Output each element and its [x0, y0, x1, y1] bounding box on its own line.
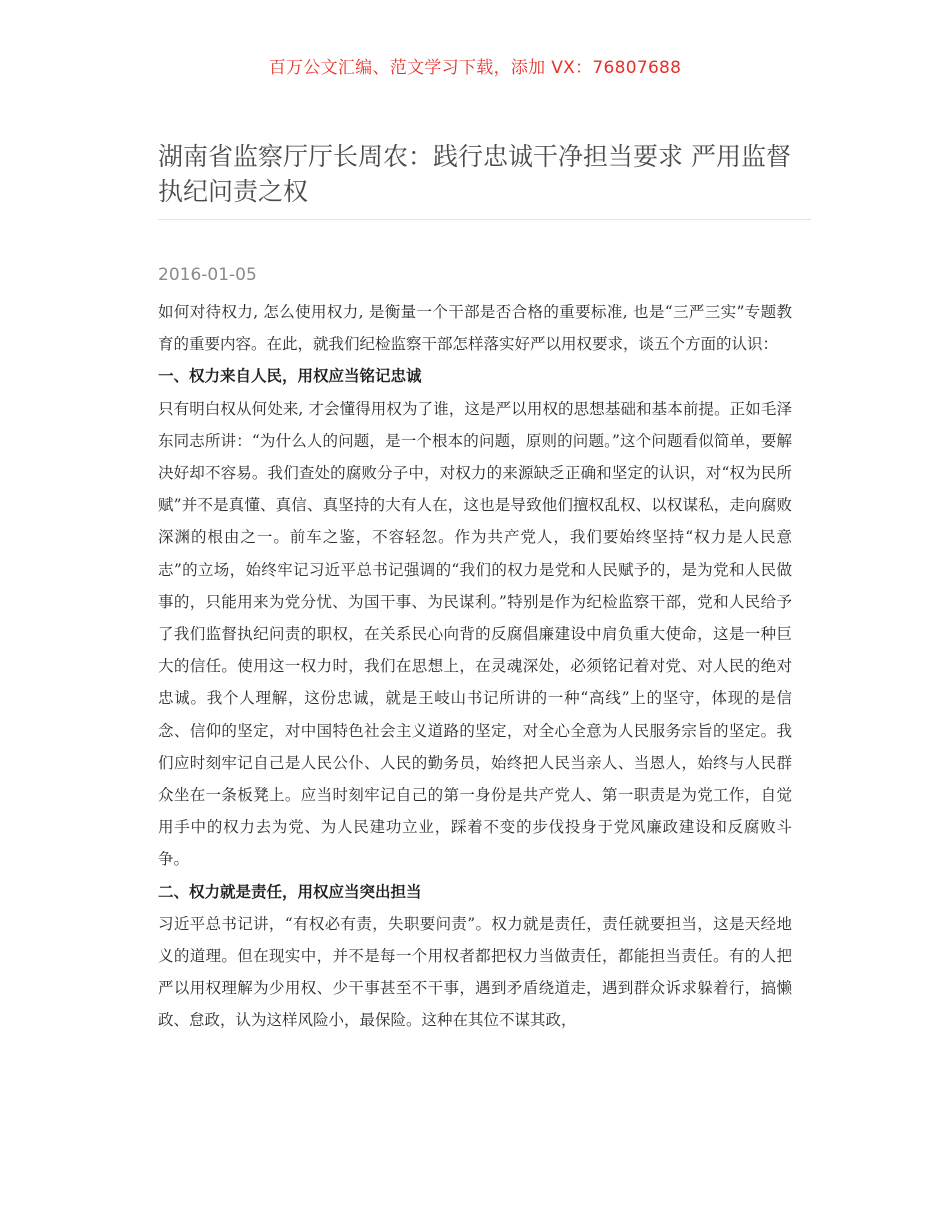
intro-paragraph: 如何对待权力, 怎么使用权力, 是衡量一个干部是否合格的重要标准, 也是“三严三实”专题教育的重要内容。在此，就我们纪检监察干部怎样落实好严以用权要求，谈五个方面的认识：: [158, 303, 792, 354]
section-paragraph-1: 只有明白权从何处来, 才会懂得用权为了谁，这是严以用权的思想基础和基本前提。正如毛泽东同志所讲：“为什么人的问题，是一个根本的问题，原则的问题。”这个问题看似简单，要解决好却不容易。我们查处的腐败分子中，对权力的来源缺乏正确和坚定的认识，对“权为民所赋”并不是真懂、真信、真坚持的大有人在，这也是导致他们擅权乱权、以权谋私，走向腐败深渊的根由之一。前车之鉴，不容轻忽。作为共产党人，我们要始终坚持“权力是人民意志”的立场，始终牢记习近平总书记强调的“我们的权力是党和人民赋予的，是为党和人民做事的，只能用来为党分忧、为国干事、为民谋利。”特别是作为纪检监察干部，党和人民给予了我们监督执纪问责的职权，在关系民心向背的反腐倡廉建设中肩负重大使命，这是一种巨大的信任。使用这一权力时，我们在思想上，在灵魂深处，必须铭记着对党、对人民的绝对忠诚。我个人理解，这份忠诚，就是王岐山书记所讲的一种“高线”上的坚守，体现的是信念、信仰的坚定，对中国特色社会主义道路的坚定，对全心全意为人民服务宗旨的坚定。我们应时刻牢记自己是人民公仆、人民的勤务员，始终把人民当亲人、当恩人，始终与人民群众坐在一条板凳上。应当时刻牢记自己的第一身份是共产党人、第一职责是为党工作，自觉用手中的权力去为党、为人民建功立业，踩着不变的步伐投身于党风廉政建设和反腐败斗争。: [158, 399, 792, 869]
article-title: 湖南省监察厅厅长周农：践行忠诚干净担当要求 严用监督执纪问责之权: [158, 142, 791, 206]
section-heading-1: 一、权力来自人民，用权应当铭记忠诚: [158, 367, 422, 386]
section-paragraph-2: 习近平总书记讲，“有权必有责，失职要问责”。权力就是责任，责任就要担当，这是天经地义的道理。但在现实中，并不是每一个用权者都把权力当做责任，都能担当责任。有的人把严以用权理解为少用权、少干事甚至不干事，遇到矛盾绕道走，遇到群众诉求躲着行，搞懒政、怠政，认为这样风险小，最保险。这种在其位不谋其政，: [158, 914, 792, 1030]
publish-date: 2016-01-05: [158, 265, 257, 285]
title-divider: [158, 219, 811, 220]
section-heading-2: 二、权力就是责任，用权应当突出担当: [158, 882, 422, 901]
promo-banner: 百万公文汇编、范文学习下载，添加 VX：76807688: [268, 58, 682, 78]
article-body: [158, 296, 792, 1037]
